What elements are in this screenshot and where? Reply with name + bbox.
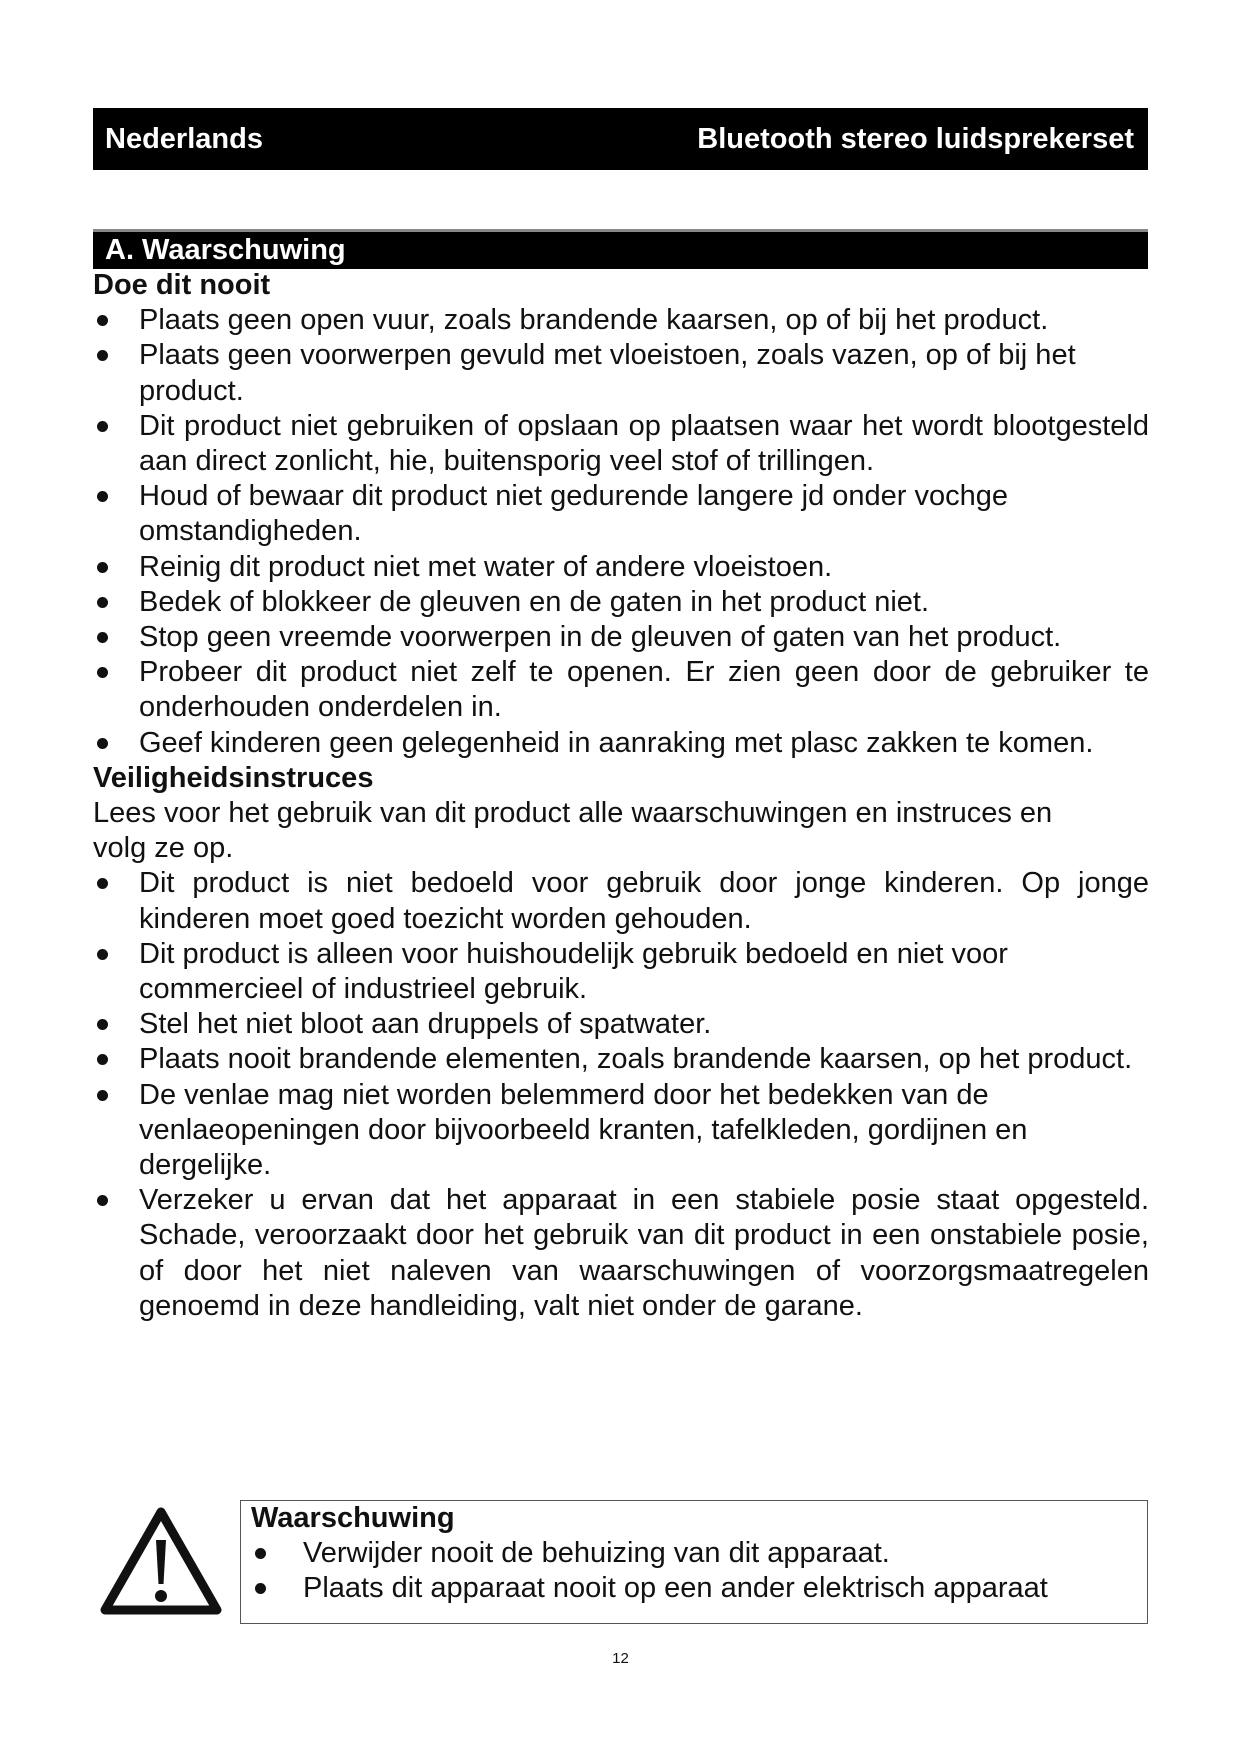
- bullet-icon: [97, 491, 108, 502]
- list-item: Verzeker u ervan dat het apparaat in een stabiele posie staat opgesteld. Schade, veroorzaakt door het gebruik van dit product in een onstabiele posie, of door het niet naleven van waarschuwingen of voorzorgsmaatregelen genoemd in deze handleiding, valt niet onder de garane.: [93, 1183, 1149, 1324]
- bullet-icon: [97, 562, 108, 573]
- bullet-icon: [97, 597, 108, 608]
- list-item: Dit product niet gebruiken of opslaan op plaatsen waar het wordt blootgesteld aan direct zonlicht, hie, buitensporig veel stof of trillingen.: [93, 409, 1149, 479]
- bullet-icon: [97, 1195, 108, 1206]
- never-do-heading: Doe dit nooit: [93, 269, 271, 301]
- warning-triangle-icon: [99, 1506, 223, 1616]
- bullet-icon: [255, 1548, 266, 1559]
- list-item: Plaats geen voorwerpen gevuld met vloeistoen, zoals vazen, op of bij het product.: [93, 338, 1149, 408]
- list-item: Bedek of blokkeer de gleuven en de gaten in het product niet.: [93, 585, 1181, 620]
- bullet-icon: [97, 1090, 108, 1101]
- bullet-icon: [97, 949, 108, 960]
- list-item: De venlae mag niet worden belemmerd door het bedekken van de venlaeopeningen door bijvoorbeeld kranten, tafelkleden, gordijnen en dergelijke.: [93, 1078, 1149, 1184]
- header-bar: [93, 108, 1148, 170]
- safety-heading: Veiligheidsinstruces: [93, 761, 374, 794]
- bullet-icon: [97, 738, 108, 749]
- list-item: Verwijder nooit de behuizing van dit apparaat.: [251, 1536, 1147, 1571]
- header-language: Nederlands: [105, 122, 263, 155]
- warning-box: [240, 1500, 1148, 1624]
- warning-box-title: Waarschuwing: [251, 1502, 455, 1534]
- bullet-icon: [97, 632, 108, 643]
- bullet-icon: [97, 315, 108, 326]
- section-title: A. Waarschuwing: [105, 234, 346, 266]
- list-item: Stop geen vreemde voorwerpen in de gleuven of gaten van het product.: [93, 620, 1181, 655]
- safety-list: [93, 866, 1181, 1324]
- list-item: Plaats nooit brandende elementen, zoals brandende kaarsen, op het product.: [93, 1042, 1149, 1077]
- warning-box-list: [251, 1536, 1147, 1606]
- bullet-icon: [255, 1583, 266, 1594]
- list-item: Reinig dit product niet met water of andere vloeistoen.: [93, 550, 1181, 585]
- section-title-bar: [93, 229, 1148, 269]
- list-item: Dit product is niet bedoeld voor gebruik door jonge kinderen. Op jonge kinderen moet goed toezicht worden gehouden.: [93, 866, 1149, 936]
- list-item: Houd of bewaar dit product niet gedurende langere jd onder vochge omstandigheden.: [93, 479, 1149, 549]
- bullet-icon: [97, 667, 108, 678]
- bullet-icon: [97, 878, 108, 889]
- list-item: Dit product is alleen voor huishoudelijk gebruik bedoeld en niet voor commercieel of industrieel gebruik.: [93, 937, 1149, 1007]
- list-item: Plaats geen open vuur, zoals brandende kaarsen, op of bij het product.: [93, 303, 1181, 338]
- bullet-icon: [97, 421, 108, 432]
- header-product-title: Bluetooth stereo luidsprekerset: [697, 122, 1134, 155]
- bullet-icon: [97, 1054, 108, 1065]
- content: [93, 268, 1181, 1324]
- bullet-icon: [97, 350, 108, 361]
- page-number: 12: [612, 1650, 629, 1667]
- list-item: Geef kinderen geen gelegenheid in aanraking met plasc zakken te komen.: [93, 726, 1149, 761]
- never-do-list: [93, 303, 1181, 761]
- safety-intro: Lees voor het gebruik van dit product alle waarschuwingen en instruces en volg ze op.: [93, 797, 1053, 865]
- list-item: Probeer dit product niet zelf te openen. Er zien geen door de gebruiker te onderhouden onderdelen in.: [93, 655, 1149, 725]
- list-item: Stel het niet bloot aan druppels of spatwater.: [93, 1007, 1181, 1042]
- bullet-icon: [97, 1019, 108, 1030]
- list-item: Plaats dit apparaat nooit op een ander elektrisch apparaat: [251, 1571, 1147, 1606]
